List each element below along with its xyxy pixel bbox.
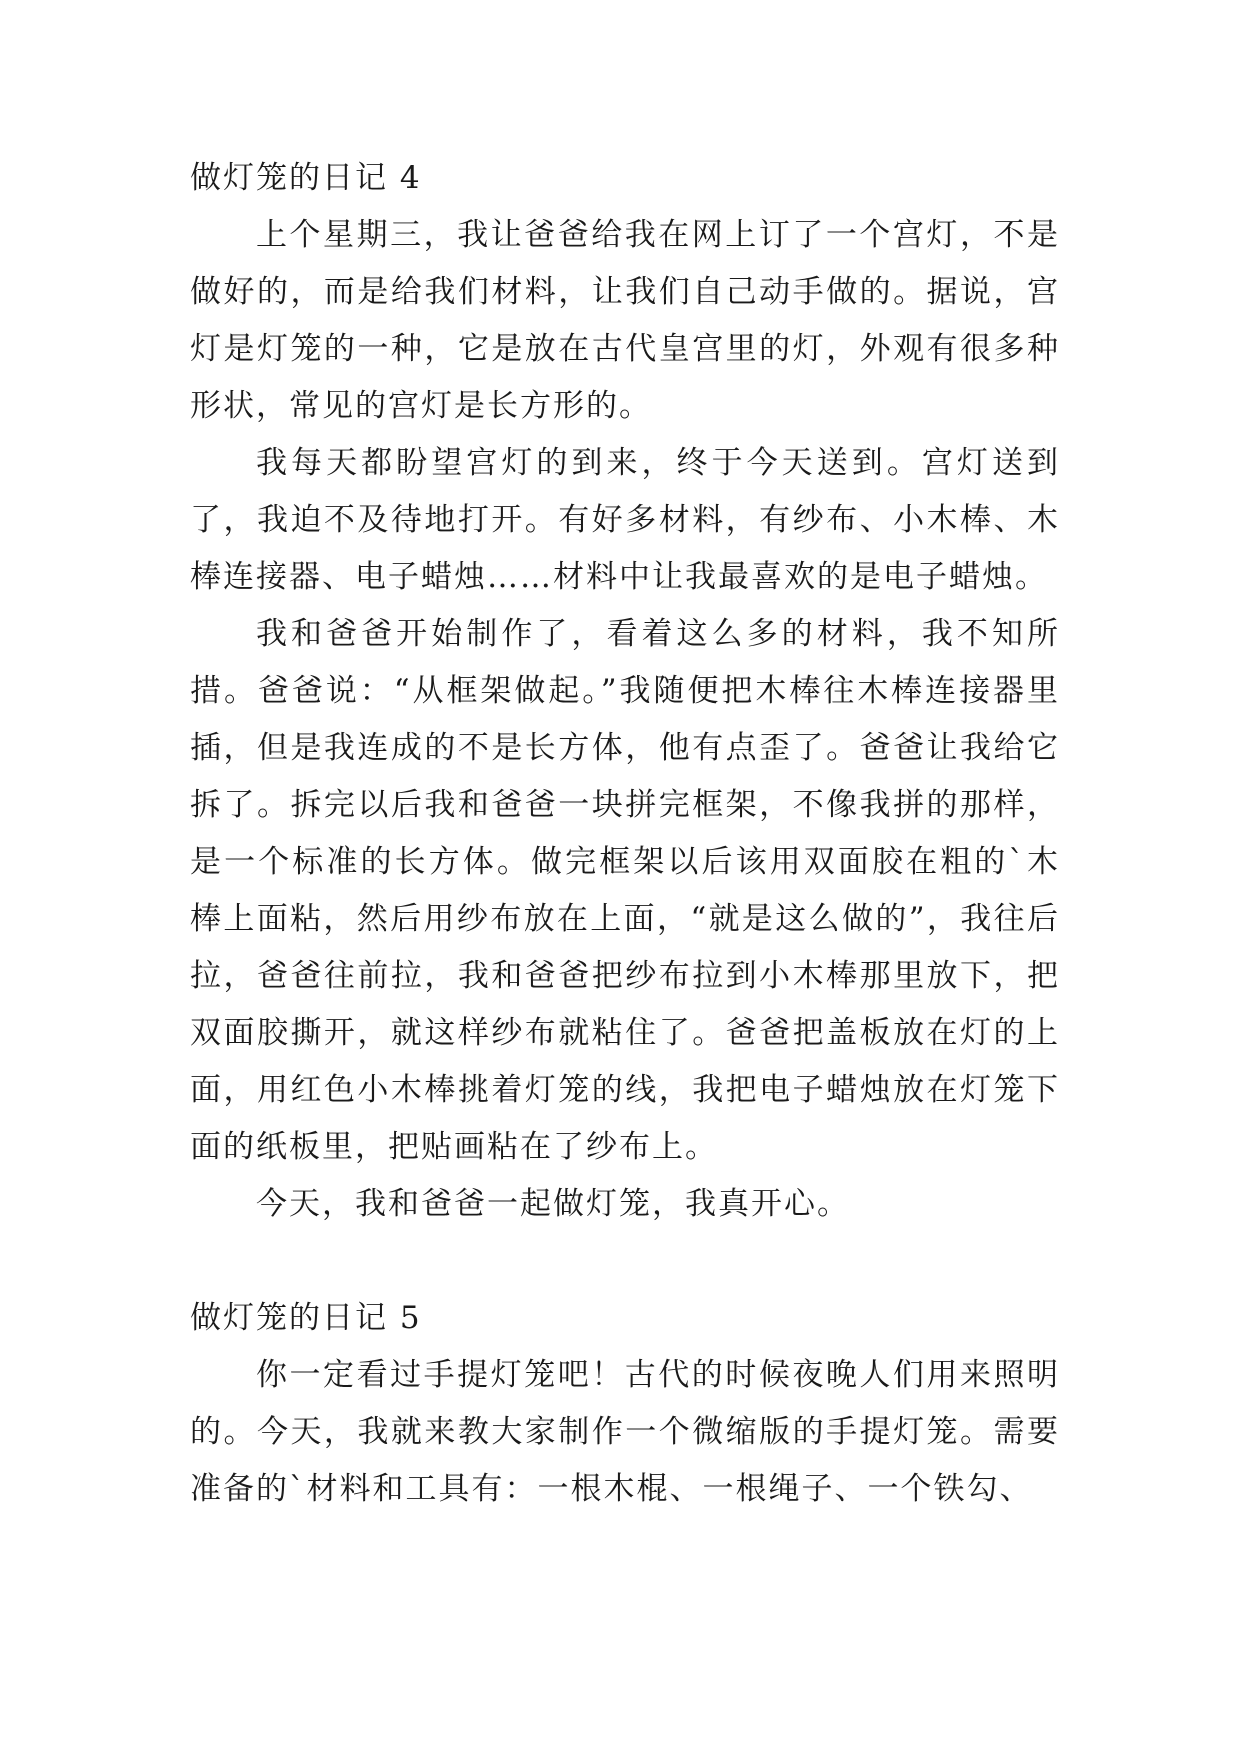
- section-title: 做灯笼的日记 5: [190, 1300, 422, 1336]
- diary-section-5: [190, 1290, 1060, 1518]
- paragraph: 上个星期三，我让爸爸给我在网上订了一个宫灯，不是做好的，而是给我们材料，让我们自己动手做的。据说，宫灯是灯笼的一种，它是放在古代皇宫里的灯，外观有很多种形状，常见的宫灯是长方形的。: [190, 217, 1060, 424]
- paragraph: 我每天都盼望宫灯的到来，终于今天送到。宫灯送到了，我迫不及待地打开。有好多材料，有纱布、小木棒、木棒连接器、电子蜡烛……材料中让我最喜欢的是电子蜡烛。: [190, 445, 1060, 595]
- paragraph: 你一定看过手提灯笼吧！古代的时候夜晚人们用来照明的。今天，我就来教大家制作一个微缩版的手提灯笼。需要准备的`材料和工具有：一根木棍、一根绳子、一个铁勾、: [190, 1357, 1060, 1507]
- paragraph: 我和爸爸开始制作了，看着这么多的材料，我不知所措。爸爸说：“从框架做起。”我随便把木棒往木棒连接器里插，但是我连成的不是长方体，他有点歪了。爸爸让我给它拆了。拆完以后我和爸爸一块拼完框架，不像我拼的那样，是一个标准的长方体。做完框架以后该用双面胶在粗的`木棒上面粘，然后用纱布放在上面，“就是这么做的”，我往后拉，爸爸往前拉，我和爸爸把纱布拉到小木棒那里放下，把双面胶撕开，就这样纱布就粘住了。爸爸把盖板放在灯的上面，用红色小木棒挑着灯笼的线，我把电子蜡烛放在灯笼下面的纸板里，把贴画粘在了纱布上。: [190, 616, 1060, 1165]
- paragraph: 今天，我和爸爸一起做灯笼，我真开心。: [256, 1186, 850, 1222]
- section-title: 做灯笼的日记 4: [190, 160, 422, 196]
- document-body: [190, 150, 1060, 1518]
- diary-section-4: [190, 150, 1060, 1233]
- section-spacer: [190, 1233, 1060, 1290]
